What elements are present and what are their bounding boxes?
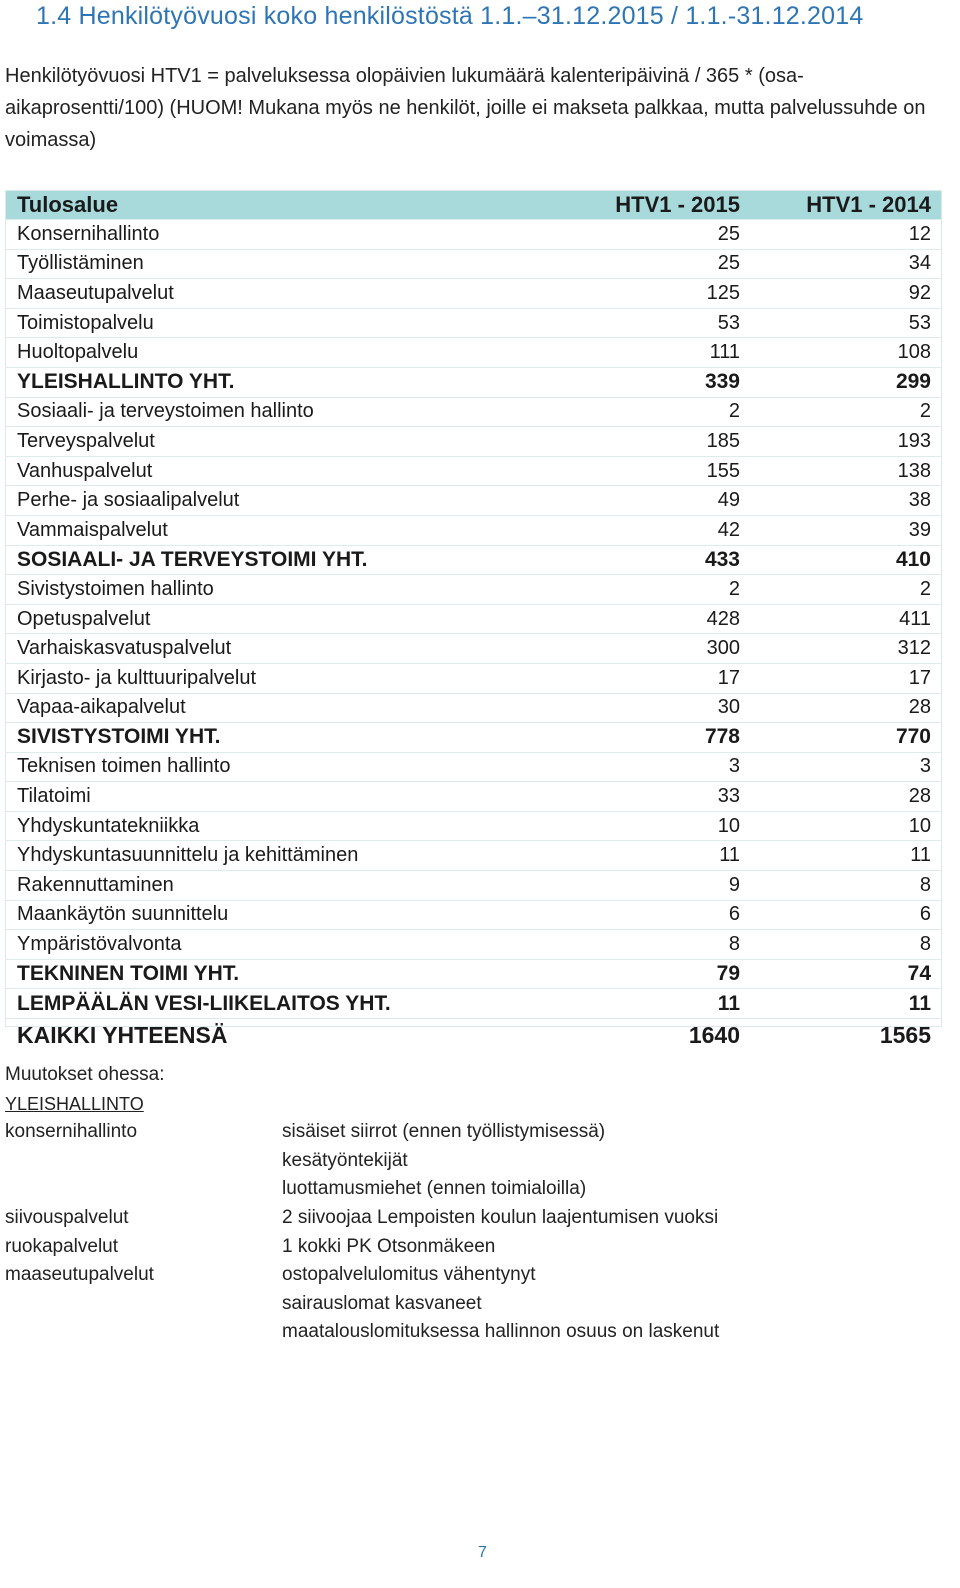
row-value-2015: 6 <box>558 900 750 930</box>
table-row <box>6 663 941 693</box>
row-value-2015: 30 <box>558 693 750 723</box>
change-item <box>5 1147 935 1176</box>
row-name: LEMPÄÄLÄN VESI-LIIKELAITOS YHT. <box>6 989 558 1019</box>
table-row <box>6 427 941 457</box>
row-name: Vanhuspalvelut <box>6 456 558 486</box>
row-value-2014: 138 <box>750 456 941 486</box>
htv-table-container <box>5 190 942 1048</box>
row-name: Sivistystoimen hallinto <box>6 575 558 605</box>
row-value-2015: 49 <box>558 486 750 516</box>
row-name: Varhaiskasvatuspalvelut <box>6 634 558 664</box>
row-name: Teknisen toimen hallinto <box>6 752 558 782</box>
row-value-2015: 2 <box>558 397 750 427</box>
row-name: Tilatoimi <box>6 782 558 812</box>
changes-title: Muutokset ohessa: <box>5 1064 165 1085</box>
row-name: Rakennuttaminen <box>6 871 558 901</box>
table-row <box>6 841 941 871</box>
row-value-2014: 299 <box>750 367 941 397</box>
row-value-2014: 3 <box>750 752 941 782</box>
subtotal-row <box>6 959 941 989</box>
change-item <box>5 1175 935 1204</box>
changes-section-label: YLEISHALLINTO <box>5 1093 144 1114</box>
change-unit <box>5 1318 282 1347</box>
change-description: 2 siivoojaa Lempoisten koulun laajentumisen vuoksi <box>282 1206 719 1228</box>
change-item <box>5 1318 935 1347</box>
row-value-2015: 11 <box>558 989 750 1019</box>
row-name: Kirjasto- ja kulttuuripalvelut <box>6 663 558 693</box>
row-name: Maankäytön suunnittelu <box>6 900 558 930</box>
row-name: Huoltopalvelu <box>6 338 558 368</box>
row-value-2015: 79 <box>558 959 750 989</box>
table-row <box>6 604 941 634</box>
row-value-2014: 312 <box>750 634 941 664</box>
row-value-2014: 8 <box>750 871 941 901</box>
change-unit <box>5 1290 282 1319</box>
row-name: Maaseutupalvelut <box>6 279 558 309</box>
row-value-2014: 11 <box>750 841 941 871</box>
row-value-2015: 300 <box>558 634 750 664</box>
header-htv-2015: HTV1 - 2015 <box>558 191 750 220</box>
table-row <box>6 871 941 901</box>
row-name: Sosiaali- ja terveystoimen hallinto <box>6 397 558 427</box>
row-value-2015: 125 <box>558 279 750 309</box>
change-item <box>5 1204 935 1233</box>
row-value-2015: 8 <box>558 930 750 960</box>
subtotal-row <box>6 723 941 753</box>
row-value-2015: 428 <box>558 604 750 634</box>
change-item <box>5 1118 935 1147</box>
row-value-2015: 778 <box>558 723 750 753</box>
table-row <box>6 752 941 782</box>
row-value-2015: 33 <box>558 782 750 812</box>
change-description: sairauslomat kasvaneet <box>282 1292 482 1314</box>
subtotal-row <box>6 545 941 575</box>
change-unit: maaseutupalvelut <box>5 1264 154 1286</box>
row-value-2015: 53 <box>558 308 750 338</box>
row-value-2014: 12 <box>750 220 941 250</box>
row-value-2014: 411 <box>750 604 941 634</box>
grand-total-row <box>6 1019 941 1052</box>
row-name: Työllistäminen <box>6 249 558 279</box>
change-unit: konsernihallinto <box>5 1121 138 1143</box>
table-row <box>6 575 941 605</box>
header-tulosalue: Tulosalue <box>6 191 558 220</box>
row-name: Toimistopalvelu <box>6 308 558 338</box>
row-value-2014: 38 <box>750 486 941 516</box>
row-value-2014: 34 <box>750 249 941 279</box>
row-value-2014: 2 <box>750 397 941 427</box>
row-value-2014: 410 <box>750 545 941 575</box>
row-value-2015: 9 <box>558 871 750 901</box>
page-number: 7 <box>478 1544 487 1561</box>
change-description: ostopalvelulomitus vähentynyt <box>282 1264 536 1286</box>
section-heading: 1.4 Henkilötyövuosi koko henkilöstöstä 1.1.–31.12.2015 / 1.1.-31.12.2014 <box>36 2 864 30</box>
change-unit <box>5 1147 282 1176</box>
change-unit: ruokapalvelut <box>5 1235 119 1257</box>
row-value-2015: 25 <box>558 220 750 250</box>
table-row <box>6 900 941 930</box>
row-value-2014: 39 <box>750 515 941 545</box>
row-name: Terveyspalvelut <box>6 427 558 457</box>
row-value-2015: 2 <box>558 575 750 605</box>
subtotal-row <box>6 989 941 1019</box>
header-htv-2014: HTV1 - 2014 <box>750 191 941 220</box>
row-value-2014: 28 <box>750 693 941 723</box>
row-name: YLEISHALLINTO YHT. <box>6 367 558 397</box>
table-row <box>6 220 941 250</box>
subtotal-row <box>6 367 941 397</box>
row-value-2015: 111 <box>558 338 750 368</box>
table-row <box>6 782 941 812</box>
change-unit: siivouspalvelut <box>5 1206 129 1228</box>
row-name: Yhdyskuntasuunnittelu ja kehittäminen <box>6 841 558 871</box>
table-row <box>6 811 941 841</box>
row-name: Yhdyskuntatekniikka <box>6 811 558 841</box>
row-name: Vammaispalvelut <box>6 515 558 545</box>
row-value-2015: 17 <box>558 663 750 693</box>
change-unit <box>5 1175 282 1204</box>
change-description: 1 kokki PK Otsonmäkeen <box>282 1235 496 1257</box>
htv-table <box>6 191 941 1051</box>
row-value-2014: 74 <box>750 959 941 989</box>
table-row <box>6 338 941 368</box>
row-value-2014: 2 <box>750 575 941 605</box>
changes-list <box>5 1118 935 1347</box>
change-description: maatalouslomituksessa hallinnon osuus on laskenut <box>282 1321 720 1343</box>
table-row <box>6 486 941 516</box>
row-value-2015: 339 <box>558 367 750 397</box>
row-value-2014: 8 <box>750 930 941 960</box>
row-value-2015: 42 <box>558 515 750 545</box>
row-name: SIVISTYSTOIMI YHT. <box>6 723 558 753</box>
row-value-2014: 108 <box>750 338 941 368</box>
row-name: Perhe- ja sosiaalipalvelut <box>6 486 558 516</box>
row-value-2014: 17 <box>750 663 941 693</box>
table-row <box>6 456 941 486</box>
change-item <box>5 1261 935 1290</box>
row-value-2015: 11 <box>558 841 750 871</box>
table-row <box>6 279 941 309</box>
row-value-2014: 6 <box>750 900 941 930</box>
row-value-2015: 10 <box>558 811 750 841</box>
row-name: Ympäristövalvonta <box>6 930 558 960</box>
row-value-2015: 1640 <box>688 1021 740 1048</box>
row-value-2014: 28 <box>750 782 941 812</box>
row-value-2015: 433 <box>558 545 750 575</box>
table-row <box>6 397 941 427</box>
row-value-2014: 770 <box>750 723 941 753</box>
change-description: luottamusmiehet (ennen toimialoilla) <box>282 1178 587 1200</box>
table-row <box>6 308 941 338</box>
row-name: SOSIAALI- JA TERVEYSTOIMI YHT. <box>6 545 558 575</box>
table-row <box>6 249 941 279</box>
table-row <box>6 930 941 960</box>
table-header-row <box>6 191 941 220</box>
change-description: sisäiset siirrot (ennen työllistymisessä) <box>282 1121 606 1143</box>
intro-paragraph: Henkilötyövuosi HTV1 = palveluksessa olopäivien lukumäärä kalenteripäivinä / 365 * (osa-aikaprosentti/100) (HUOM! Mukana myös ne henkilöt, joille ei makseta palkkaa, mutta palvelussuhde on voimassa) <box>5 65 926 151</box>
change-description: kesätyöntekijät <box>282 1149 408 1171</box>
table-row <box>6 693 941 723</box>
row-value-2014: 11 <box>750 989 941 1019</box>
row-value-2015: 3 <box>558 752 750 782</box>
row-value-2015: 155 <box>558 456 750 486</box>
row-value-2014: 193 <box>750 427 941 457</box>
changes-section <box>5 1061 935 1347</box>
row-value-2015: 25 <box>558 249 750 279</box>
table-row <box>6 515 941 545</box>
row-name: TEKNINEN TOIMI YHT. <box>6 959 558 989</box>
row-name: KAIKKI YHTEENSÄ <box>17 1021 228 1048</box>
change-item <box>5 1233 935 1262</box>
row-value-2014: 92 <box>750 279 941 309</box>
row-value-2014: 10 <box>750 811 941 841</box>
row-name: Vapaa-aikapalvelut <box>6 693 558 723</box>
row-value-2014: 53 <box>750 308 941 338</box>
row-value-2015: 185 <box>558 427 750 457</box>
row-name: Konsernihallinto <box>6 220 558 250</box>
row-name: Opetuspalvelut <box>6 604 558 634</box>
row-value-2014: 1565 <box>879 1021 931 1048</box>
table-row <box>6 634 941 664</box>
change-item <box>5 1290 935 1319</box>
